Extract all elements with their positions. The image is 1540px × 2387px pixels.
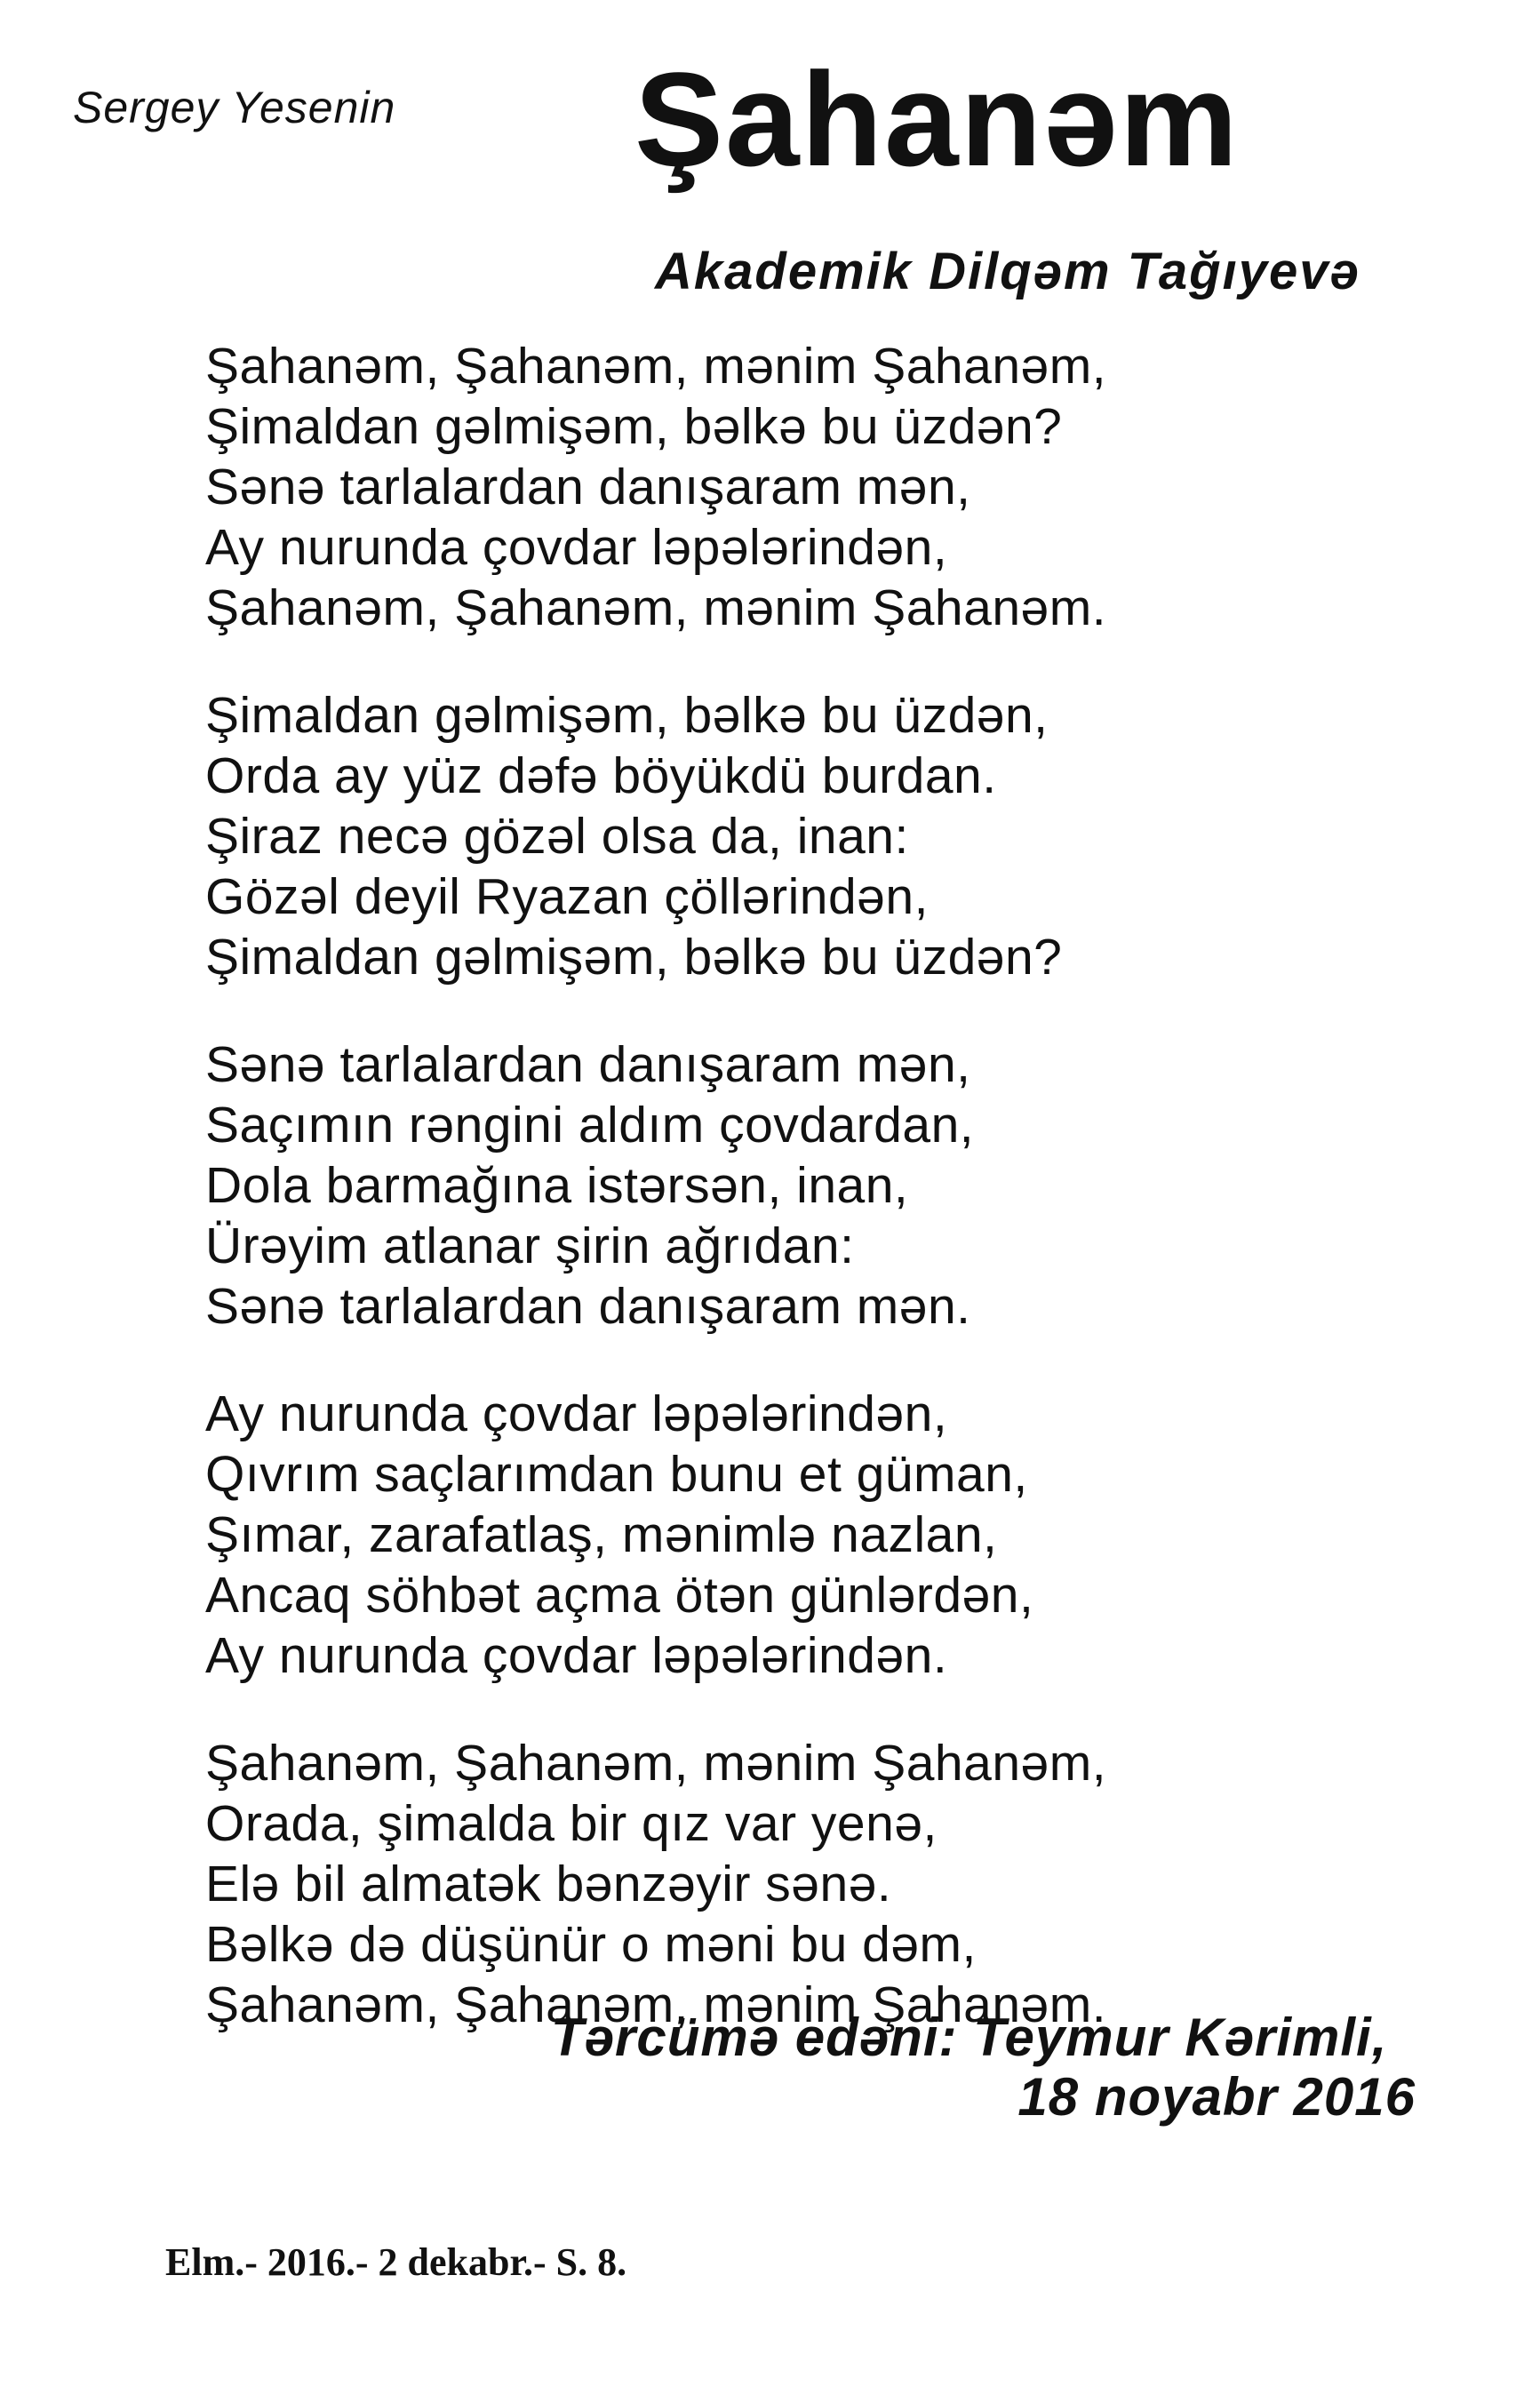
poem-line: Şahanəm, Şahanəm, mənim Şahanəm. [205,1976,1107,2033]
stanza-3 [205,1034,1449,1337]
author-name: Sergey Yesenin [73,83,396,132]
poem-line: Ay nurunda çovdar ləpələrindən, [205,519,948,576]
stanza-2 [205,685,1449,987]
poem-line: Gözəl deyil Ryazan çöllərindən, [205,868,929,925]
translator-credit: Tərcümə edəni: Teymur Kərimli, [551,2008,1388,2067]
poem-line: Şahanəm, Şahanəm, mənim Şahanəm, [205,338,1107,395]
poem-line: Ay nurunda çovdar ləpələrindən. [205,1627,948,1684]
poem-line: Elə bil almatək bənzəyir sənə. [205,1856,892,1912]
poem-line: Şimaldan gəlmişəm, bəlkə bu üzdən, [205,687,1049,744]
poem-line: Sənə tarlalardan danışaram mən, [205,459,971,515]
stanza-1 [205,336,1449,638]
poem-line: Şımar, zarafatlaş, mənimlə nazlan, [205,1506,998,1563]
poem-line: Orada, şimalda bir qız var yenə, [205,1795,938,1852]
poem-body [205,336,1449,2082]
stanza-4 [205,1384,1449,1686]
poem-line: Şimaldan gəlmişəm, bəlkə bu üzdən? [205,398,1063,455]
poem-line: Orda ay yüz dəfə böyükdü burdan. [205,747,997,804]
poem-line: Bəlkə də düşünür o məni bu dəm, [205,1916,977,1973]
poem-title: Şahanəm [634,44,1240,194]
poem-line: Sənə tarlalardan danışaram mən, [205,1036,971,1093]
poem-line: Şahanəm, Şahanəm, mənim Şahanəm. [205,579,1107,636]
poem-line: Ürəyim atlanar şirin ağrıdan: [205,1217,855,1274]
poem-line: Şimaldan gəlmişəm, bəlkə bu üzdən? [205,929,1063,986]
poem-line: Qıvrım saçlarımdan bunu et güman, [205,1446,1028,1503]
poem-line: Sənə tarlalardan danışaram mən. [205,1278,971,1335]
translation-date: 18 noyabr 2016 [1017,2067,1416,2127]
dedication: Akademik Dilqəm Tağıyevə [655,243,1360,300]
poem-line: Ancaq söhbət açma ötən günlərdən, [205,1567,1034,1624]
source-citation: Elm.- 2016.- 2 dekabr.- S. 8. [165,2240,627,2284]
poem-line: Şiraz necə gözəl olsa da, inan: [205,808,909,865]
poem-line: Dola barmağına istərsən, inan, [205,1157,909,1214]
poem-line: Ay nurunda çovdar ləpələrindən, [205,1385,948,1442]
stanza-5 [205,1733,1449,2035]
poem-line: Saçımın rəngini aldım çovdardan, [205,1097,975,1154]
poem-line: Şahanəm, Şahanəm, mənim Şahanəm, [205,1735,1107,1792]
